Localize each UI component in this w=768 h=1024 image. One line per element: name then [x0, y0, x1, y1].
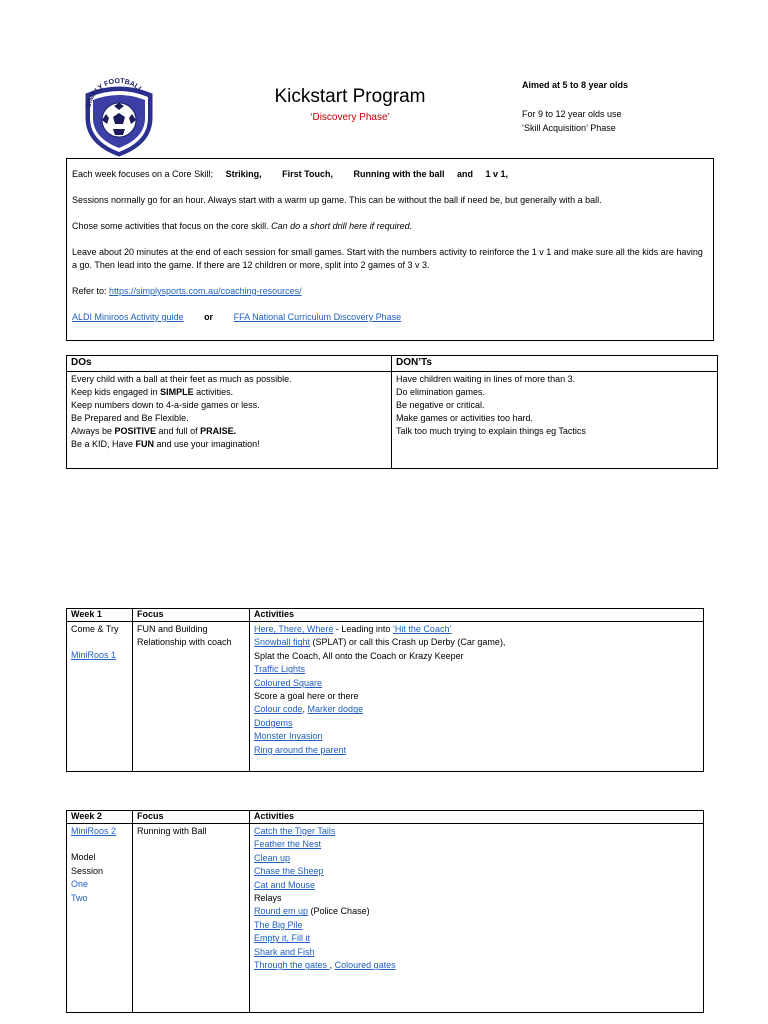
miniroos-2-link[interactable]: MiniRoos 2 [71, 826, 117, 836]
activities-header: Activities [250, 811, 704, 824]
activity-link[interactable]: Shark and Fish [254, 946, 315, 957]
activities-cell: Here, There, Where - Leading into ‘Hit the Coach’ Snowball fight (SPLAT) or call this Crash up Derby (Car game), Splat the Coach, All onto the Coach or Krazy Keeper Traffic Lights Coloured Square Score a goal here or there Colour code, Marker dodge Dodgems Monster Invasion Ring around the parent [250, 622, 704, 772]
ffa-curriculum-link[interactable]: FFA National Curriculum Discovery Phase [233, 312, 402, 322]
simply-football-logo [80, 72, 158, 158]
activity-link[interactable]: Monster Invasion [254, 731, 323, 742]
page-subtitle: ‘Discovery Phase’ [310, 112, 390, 123]
focus-header: Focus [133, 811, 250, 824]
focus-cell: FUN and Building Relationship with coach [133, 622, 250, 772]
session-length-text: Sessions normally go for an hour. Always start with a warm up game. This can be without the ball if need be, but generally with a ball. [72, 195, 602, 205]
activities-cell: Catch the Tiger Tails Feather the Nest Clean up Chase the Sheep Cat and Mouse Relays Round em up (Police Chase) The Big Pile Empty it, Fill it Shark and Fish Through the gates , Coloured gates [250, 824, 704, 1013]
list-item: Make games or activities too hard. [396, 413, 534, 423]
activity-link[interactable]: Ring around the parent [254, 744, 347, 755]
activity-link[interactable]: Dodgems [254, 717, 293, 728]
week-cell: Come & Try MiniRoos 1 [67, 622, 133, 772]
activity-link[interactable]: Feather the Nest [254, 839, 322, 850]
model-session-one-link[interactable]: One [71, 879, 89, 890]
dos-list: Every child with a ball at their feet as much as possible. Keep kids engaged in SIMPLE activities. Keep numbers down to 4-a-side games or less. Be Prepared and Be Flexible. Always be POSITIVE and full of PRAISE. Be a KID, Have FUN and use your imagination! [67, 372, 392, 469]
activity-link[interactable]: Marker dodge [307, 704, 364, 715]
week-header: Week 2 [67, 811, 133, 824]
activity-link[interactable]: Here, There, Where [254, 624, 334, 634]
activity-link[interactable]: Round em up [254, 906, 309, 917]
activities-text: Chose some activities that focus on the core skill. Can do a short drill here if required. [72, 221, 413, 231]
small-games-text: Leave about 20 minutes at the end of each session for small games. Start with the numbers activity to reinforce the 1 v 1 and make sure all the kids are having a go. Then lead into the game. If there are 12 children or more, split into 2 games of 3 v 3. [72, 247, 703, 270]
donts-list [392, 372, 718, 469]
focus-cell: Running with Ball [133, 824, 250, 1013]
age-range-note: Aimed at 5 to 8 year olds [522, 80, 629, 90]
week-2-table [66, 810, 704, 1013]
activity-link[interactable]: Snowball fight [254, 637, 311, 648]
guides-line: ALDI Miniroos Activity guide or FFA National Curriculum Discovery Phase [72, 312, 402, 322]
activity-link[interactable]: ‘Hit the Coach’ [392, 624, 452, 634]
coaching-resources-link[interactable]: https://simplysports.com.au/coaching-resources/ [109, 286, 302, 296]
activity-link[interactable]: The Big Pile [254, 919, 303, 930]
activity-link[interactable]: Traffic Lights [254, 664, 306, 675]
activity-link[interactable]: Catch the Tiger Tails [254, 826, 336, 836]
list-item: Do elimination games. [396, 387, 486, 397]
logo-text: SIMPLY FOOTBALL [85, 77, 144, 109]
activity-link[interactable]: Colour code [254, 704, 303, 715]
activity-link[interactable]: Cat and Mouse [254, 879, 316, 890]
list-item: Have children waiting in lines of more than 3. [396, 374, 576, 384]
program-info-box [66, 158, 714, 341]
page-title: Kickstart Program [274, 86, 426, 107]
core-skills-line: Each week focuses on a Core Skill; Striking, First Touch, Running with the ball and 1 v 1, [72, 169, 509, 179]
activity-link[interactable]: Coloured gates [334, 960, 396, 971]
older-age-note: For 9 to 12 year olds use ‘Skill Acquisition’ Phase [522, 109, 622, 133]
list-item: Be negative or critical. [396, 400, 485, 410]
week-cell: MiniRoos 2 Model Session One Two [67, 824, 133, 1013]
donts-header: DON’Ts [392, 356, 718, 372]
miniroos-1-link[interactable]: MiniRoos 1 [71, 650, 117, 661]
activity-link[interactable]: Empty it, Fill it [254, 933, 311, 944]
week-1-table [66, 608, 704, 772]
aldi-guide-link[interactable]: ALDI Miniroos Activity guide [72, 312, 184, 322]
activity-link[interactable]: Clean up [254, 852, 291, 863]
activity-link[interactable]: Chase the Sheep [254, 866, 324, 877]
activities-header: Activities [250, 609, 704, 622]
activity-link[interactable]: Coloured Square [254, 677, 323, 688]
week-header: Week 1 [67, 609, 133, 622]
refer-line: Refer to: https://simplysports.com.au/coaching-resources/ [72, 286, 302, 296]
focus-header: Focus [133, 609, 250, 622]
dos-donts-table [66, 355, 718, 469]
list-item: Talk too much trying to explain things eg Tactics [396, 426, 586, 436]
activity-link[interactable]: Through the gates [254, 960, 330, 971]
model-session-two-link[interactable]: Two [71, 892, 88, 903]
dos-header: DOs [67, 356, 392, 372]
